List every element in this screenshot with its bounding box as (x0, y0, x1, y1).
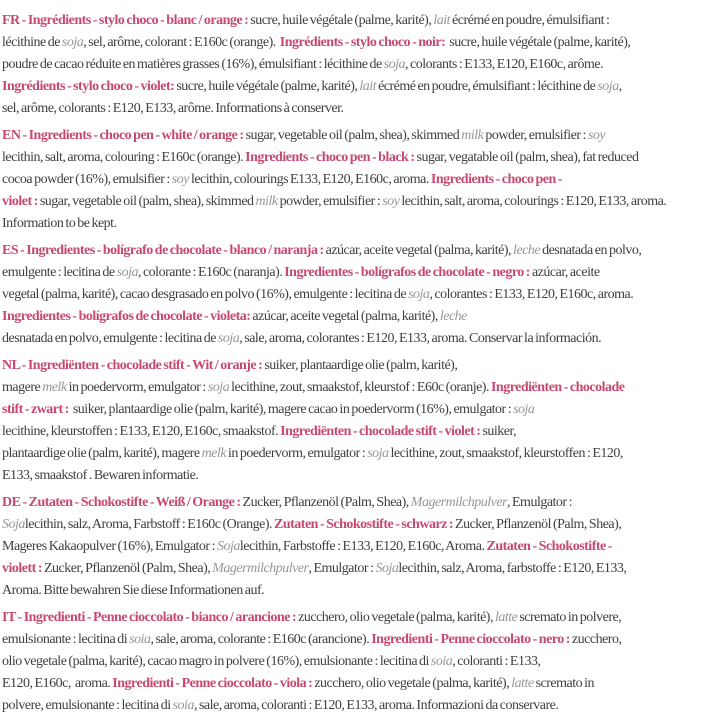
ingredients-text: vegetal (palma, karité), cacao desgrasado en polvo (16%), emulgente : lecitina de (2, 287, 409, 302)
text-line (2, 306, 718, 328)
ingredients-text: Zucker, Pflanzenöl (Palm, Shea), (242, 495, 411, 510)
allergen-name: soja (61, 35, 84, 50)
ingredients-text: zucchero, olio vegetale (palma, karité), (298, 610, 495, 625)
ingredients-text: emulsionante : lecitina di (2, 632, 130, 647)
text-line (2, 465, 718, 487)
ingredients-text: sugar, vegetable oil (palm, shea), skimmed (39, 194, 256, 209)
ingredients-text: Zucker, Pflanzenöl (Palm, Shea), (455, 517, 622, 532)
ingredients-text: lecithin, salt, aroma, colourings : E120, E133, aroma. (399, 194, 667, 209)
ingredients-text: emulgente : lecitina de (2, 265, 117, 280)
ingredients-text: , Emulgator : (308, 561, 376, 576)
ingredients-section-en (2, 125, 718, 235)
product-variant-heading: Ingredients - choco pen - black : (245, 150, 417, 165)
allergen-name: melk (201, 446, 226, 461)
ingredients-text: , colorants : E133, E120, E160c, arôme. (405, 57, 604, 72)
text-line (2, 262, 718, 284)
ingredients-text: sucre, huile végétale (palme, karité), (445, 35, 631, 50)
allergen-name: leche (513, 243, 541, 258)
ingredients-text: in poedervorm, emulgator : (226, 446, 368, 461)
ingredients-text: écrémé en poudre, émulsifiant : lécithine de (376, 79, 598, 94)
ingredients-text: suiker, plantaardige olie (palm, karité), (264, 358, 458, 373)
ingredients-text: Information to be kept. (2, 216, 117, 231)
allergen-name: soja (217, 331, 240, 346)
allergen-name: soy (587, 128, 606, 143)
text-line (2, 629, 718, 651)
text-line (2, 213, 718, 235)
product-variant-heading: Ingrédients - stylo choco - violet: (2, 79, 175, 94)
ingredients-section-es (2, 240, 718, 350)
text-line (2, 421, 718, 443)
ingredients-text: lecithin, salz, Aroma, Farbstoff : E160c (Orange). (24, 517, 274, 532)
product-variant-heading: Ingredienti - Penne cioccolato - nero : (371, 632, 572, 647)
ingredients-text: polvere, emulsionante : lecitina di (2, 698, 173, 713)
text-line (2, 54, 718, 76)
ingredients-text: lecithin, Farbstoffe : E133, E120, E160c, Aroma. (239, 539, 487, 554)
product-variant-heading: EN - Ingredients - choco pen - white / orange : (2, 128, 246, 143)
allergen-name: lait (433, 13, 451, 28)
text-line (2, 558, 718, 580)
ingredients-text: écrémé en poudre, émulsifiant : (450, 13, 610, 28)
allergen-name: Soja (2, 517, 25, 532)
allergen-name: soia (129, 632, 151, 647)
allergen-name: lait (359, 79, 377, 94)
allergen-name: soja (383, 57, 406, 72)
allergen-name: milk (255, 194, 278, 209)
ingredients-text: , sel, arôme, colorant : E160c (orange). (83, 35, 280, 50)
text-line (2, 32, 718, 54)
ingredients-section-it (2, 607, 718, 717)
allergen-name: leche (439, 309, 467, 324)
product-variant-heading: Zutaten - Schokostifte - (486, 539, 612, 554)
ingredients-text: olio vegetale (palma, karité), cacao magro in polvere (16%), emulsionante : lecitina di (2, 654, 431, 669)
text-line (2, 284, 718, 306)
allergen-name: soy (171, 172, 189, 187)
ingredients-text: plantaardige olie (palm, karité), magere (2, 446, 202, 461)
ingredients-text: sucre, huile végétale (palme, karité), (250, 13, 434, 28)
product-variant-heading: IT - Ingredienti - Penne cioccolato - bianco / arancione : (2, 610, 299, 625)
product-variant-heading: Ingrédients - stylo choco - noir: (279, 35, 446, 50)
ingredients-text: sugar, vegatable oil (palm, shea), fat reduced (416, 150, 639, 165)
allergen-name: soja (367, 446, 389, 461)
allergen-name: soy (382, 194, 400, 209)
text-line (2, 607, 718, 629)
ingredients-text: magere (2, 380, 43, 395)
ingredients-text: E133, smaakstof . Bewaren informatie. (2, 468, 199, 483)
text-line (2, 651, 718, 673)
text-line (2, 399, 718, 421)
allergen-name: soja (408, 287, 430, 302)
text-line (2, 377, 718, 399)
ingredients-text: , sale, aroma, colorante : E160c (arancione). (150, 632, 372, 647)
product-variant-heading: Ingrediënten - chocolade (490, 380, 625, 395)
product-variant-heading: NL - Ingrediënten - chocolade stift - Wit / oranje : (2, 358, 265, 373)
ingredients-text: azúcar, aceite (531, 265, 600, 280)
ingredients-text: zucchero, (571, 632, 622, 647)
text-line (2, 240, 718, 262)
allergen-name: Soja (375, 561, 399, 576)
ingredients-text: Zucker, Pflanzenöl (Palm, Shea), (43, 561, 213, 576)
allergen-name: soja (207, 380, 230, 395)
ingredients-text: sucre, huile végétale (palme, karité), (174, 79, 360, 94)
ingredients-text: lecithin, colourings E133, E120, E160c, aroma. (188, 172, 431, 187)
ingredients-text: sel, arôme, colorants : E120, E133, arôme. Informations à conserver. (2, 101, 344, 116)
allergen-name: soia (430, 654, 453, 669)
allergen-name: soia (172, 698, 194, 713)
product-variant-heading: Ingrediënten - chocolade stift - violet : (280, 424, 483, 439)
ingredients-section-fr (2, 10, 718, 120)
ingredients-text: suiker, (482, 424, 517, 439)
ingredients-text: lecithin, salt, aroma, colouring : E160c (orange). (2, 150, 246, 165)
ingredients-text: Mageres Kakaopulver (16%), Emulgator : (2, 539, 217, 554)
ingredients-text: , Emulgator : (507, 495, 572, 510)
text-line (2, 169, 718, 191)
product-variant-heading: Zutaten - Schokostifte - schwarz : (274, 517, 456, 532)
ingredients-text: sugar, vegetable oil (palm, shea), skimmed (245, 128, 462, 143)
ingredients-text: lecithine, kleurstoffen : E133, E120, E160c, smaakstof. (2, 424, 281, 439)
text-line (2, 355, 718, 377)
text-line (2, 695, 718, 717)
allergen-name: soja (513, 402, 535, 417)
allergen-name: milk (461, 128, 484, 143)
ingredients-text: azúcar, aceite vegetal (palma, karité), (252, 309, 440, 324)
product-variant-heading: stift - zwart : (2, 402, 71, 417)
text-line (2, 514, 718, 536)
ingredients-text: , sale, aroma, coloranti : E120, E133, aroma. Informazioni da conservare. (193, 698, 559, 713)
ingredients-text: E120, E160c, aroma. (2, 676, 113, 691)
ingredients-text: Aroma. Bitte bewahren Sie diese Informationen auf. (2, 583, 265, 598)
text-line (2, 673, 718, 695)
product-variant-heading: Ingredienti - Penne cioccolato - viola : (112, 676, 315, 691)
allergen-name: Magermilchpulver (410, 495, 507, 510)
ingredients-section-nl (2, 355, 718, 487)
product-variant-heading: Ingredientes - bolígrafos de chocolate - violeta: (2, 309, 253, 324)
product-variant-heading: DE - Zutaten - Schokostifte - Weiß / Orange : (2, 495, 243, 510)
allergen-name: Soja (216, 539, 240, 554)
text-line (2, 492, 718, 514)
ingredients-text: azúcar, aceite vegetal (palma, karité), (325, 243, 514, 258)
text-line (2, 76, 718, 98)
allergen-name: melk (42, 380, 67, 395)
ingredients-text: lecithine, zout, smaakstof, kleurstoffen : E120, (388, 446, 623, 461)
allergen-name: Magermilchpulver (212, 561, 309, 576)
ingredients-section-de (2, 492, 718, 602)
allergen-name: latte (494, 610, 518, 625)
allergen-name: latte (511, 676, 534, 691)
ingredients-text: cocoa powder (16%), emulsifier : (2, 172, 172, 187)
text-line (2, 443, 718, 465)
product-variant-heading: violet : (2, 194, 40, 209)
allergen-name: soja (116, 265, 138, 280)
text-line (2, 580, 718, 602)
ingredients-text: scremato in (533, 676, 594, 691)
product-variant-heading: violett : (2, 561, 44, 576)
ingredients-text: desnatada en polvo, emulgente : lecitina de (2, 331, 218, 346)
ingredients-text: powder, emulsifier : (483, 128, 588, 143)
ingredients-text: lécithine de (2, 35, 62, 50)
ingredients-text: scremato in polvere, (517, 610, 622, 625)
product-variant-heading: Ingredients - choco pen - (430, 172, 562, 187)
text-line (2, 147, 718, 169)
ingredients-text: , colorantes : E133, E120, E160c, aroma. (429, 287, 634, 302)
text-line (2, 328, 718, 350)
ingredients-text: , colorante : E160c (naranja). (137, 265, 285, 280)
ingredients-text: in poedervorm, emulgator : (66, 380, 208, 395)
ingredients-text: poudre de cacao réduite en matières grasses (16%), émulsifiant : lécithine de (2, 57, 384, 72)
ingredients-text: powder, emulsifier : (277, 194, 383, 209)
text-line (2, 191, 718, 213)
ingredients-text: lecithin, salz, Aroma, farbstoffe : E120, E133, (398, 561, 627, 576)
ingredients-text: desnatada en polvo, (540, 243, 642, 258)
product-variant-heading: Ingredientes - bolígrafos de chocolate - negro : (284, 265, 532, 280)
product-variant-heading: ES - Ingredientes - bolígrafo de chocolate - blanco / naranja : (2, 243, 326, 258)
ingredients-text: zucchero, olio vegetale (palma, karité), (314, 676, 512, 691)
text-line (2, 125, 718, 147)
ingredients-text: , sale, aroma, colorantes : E120, E133, aroma. Conservar la información. (239, 331, 602, 346)
ingredients-text: , (618, 79, 622, 94)
ingredients-text: , coloranti : E133, (452, 654, 541, 669)
allergen-name: soja (597, 79, 619, 94)
ingredients-text: suiker, plantaardige olie (palm, karité), magere cacao in poedervorm (16%), emulgator : (70, 402, 514, 417)
text-line (2, 98, 718, 120)
text-line (2, 10, 718, 32)
product-variant-heading: FR - Ingrédients - stylo choco - blanc / orange : (2, 13, 251, 28)
ingredients-text: lecithine, zout, smaakstof, kleurstof : E60c (oranje). (229, 380, 491, 395)
text-line (2, 536, 718, 558)
